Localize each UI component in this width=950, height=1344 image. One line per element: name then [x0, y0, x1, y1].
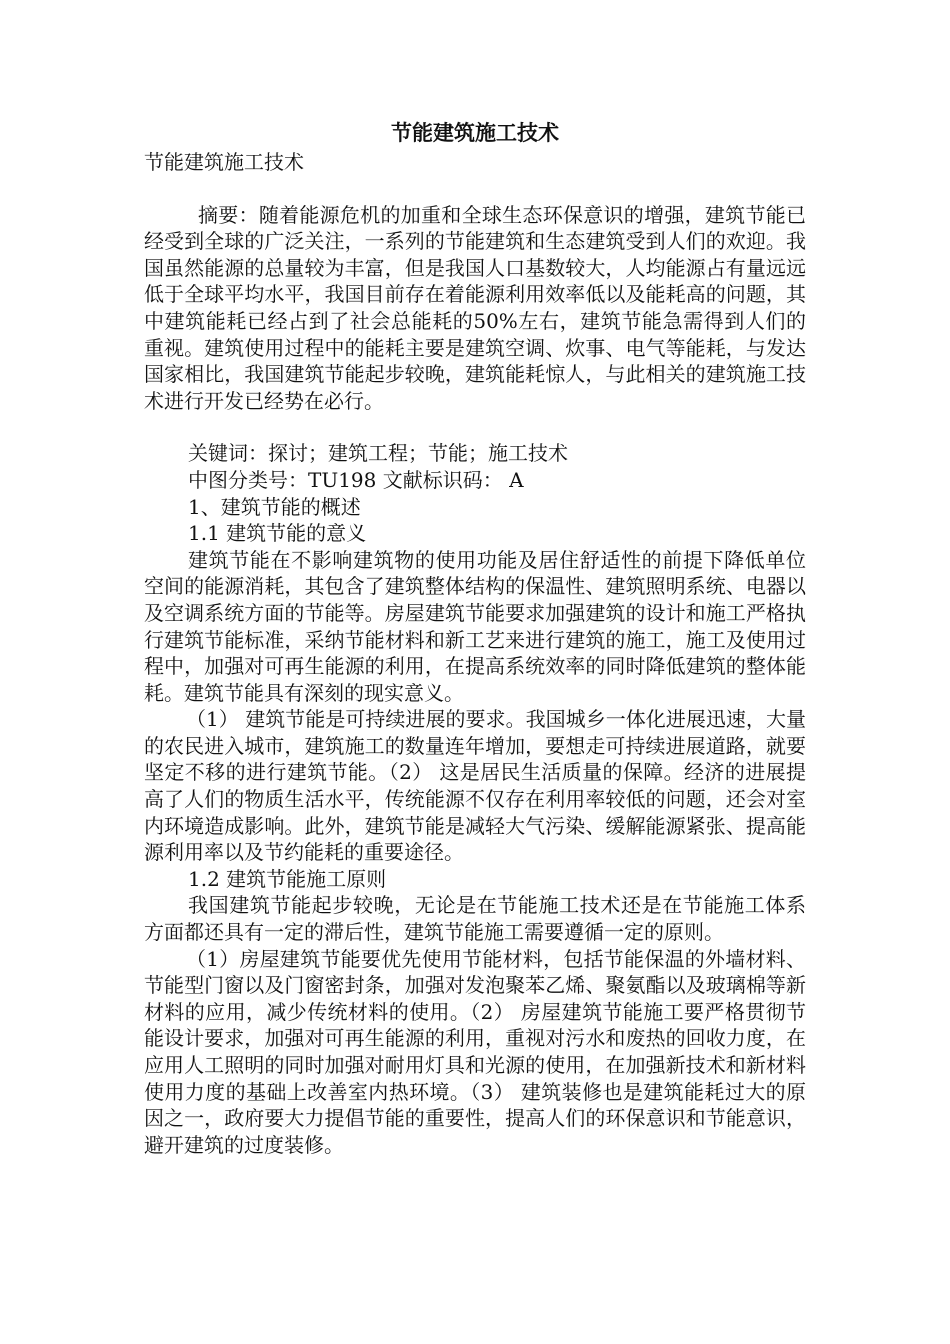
blank-line: [144, 176, 806, 202]
document-title: 节能建筑施工技术: [391, 120, 559, 145]
body-paragraph-1: 建筑节能在不影响建筑物的使用功能及居住舒适性的前提下降低单位空间的能源消耗，其包含了建筑整体结构的保温性、建筑照明系统、电器以及空调系统方面的节能等。房屋建筑节能要求加强建筑的设计和施工严格执行建筑节能标准，采纳节能材料和新工艺来进行建筑的施工，施工及使用过程中，加强对可再生能源的利用，在提高系统效率的同时降低建筑的整体能耗。建筑节能具有深刻的现实意义。: [144, 547, 806, 705]
document-subtitle: 节能建筑施工技术: [144, 150, 304, 174]
document-page: [144, 118, 806, 1158]
body-paragraph-3: 我国建筑节能起步较晚，无论是在节能施工技术还是在节能施工体系方面都还具有一定的滞后性，建筑节能施工需要遵循一定的原则。: [144, 893, 806, 945]
section-heading-1-2: 1.2 建筑节能施工原则: [188, 866, 387, 891]
blank-line: [144, 414, 806, 440]
section-heading-1: 1、建筑节能的概述: [188, 494, 361, 519]
body-paragraph-2: （1） 建筑节能是可持续进展的要求。我国城乡一体化进展迅速，大量的农民进入城市，建筑施工的数量连年增加，要想走可持续进展道路，就要坚定不移的进行建筑节能。（2） 这是居民生活质量的保障。经济的进展提高了人们的物质生活水平，传统能源不仅存在利用率较低的问题，还会对室内环境造成影响。此外，建筑节能是减轻大气污染、缓解能源紧张、提高能源利用率以及节约能耗的重要途径。: [144, 707, 806, 865]
body-paragraph-4: （1）房屋建筑节能要优先使用节能材料，包括节能保温的外墙材料、节能型门窗以及门窗密封条，加强对发泡聚苯乙烯、聚氨酯以及玻璃棉等新材料的应用，减少传统材料的使用。（2） 房屋建筑节能施工要严格贯彻节能设计要求，加强对可再生能源的利用，重视对污水和废热的回收力度，在应用人工照明的同时加强对耐用灯具和光源的使用，在加强新技术和新材料使用力度的基础上改善室内热环境。（3） 建筑装修也是建筑能耗过大的原因之一，政府要大力提倡节能的重要性，提高人们的环保意识和节能意识，避开建筑的过度装修。: [144, 946, 806, 1157]
section-heading-1-1: 1.1 建筑节能的意义: [188, 521, 367, 546]
classification-line: 中图分类号：TU198 文献标识码： A: [188, 467, 524, 492]
keywords-line: 关键词：探讨；建筑工程；节能；施工技术: [188, 441, 568, 466]
abstract-paragraph: 摘要：随着能源危机的加重和全球生态环保意识的增强，建筑节能已经受到全球的广泛关注，一系列的节能建筑和生态建筑受到人们的欢迎。我国虽然能源的总量较为丰富，但是我国人口基数较大，人均能源占有量远远低于全球平均水平，我国目前存在着能源利用效率低以及能耗高的问题，其中建筑能耗已经占到了社会总能耗的50%左右，建筑节能急需得到人们的重视。建筑使用过程中的能耗主要是建筑空调、炊事、电气等能耗，与发达国家相比，我国建筑节能起步较晚，建筑能耗惊人，与此相关的建筑施工技术进行开发已经势在必行。: [144, 202, 806, 413]
